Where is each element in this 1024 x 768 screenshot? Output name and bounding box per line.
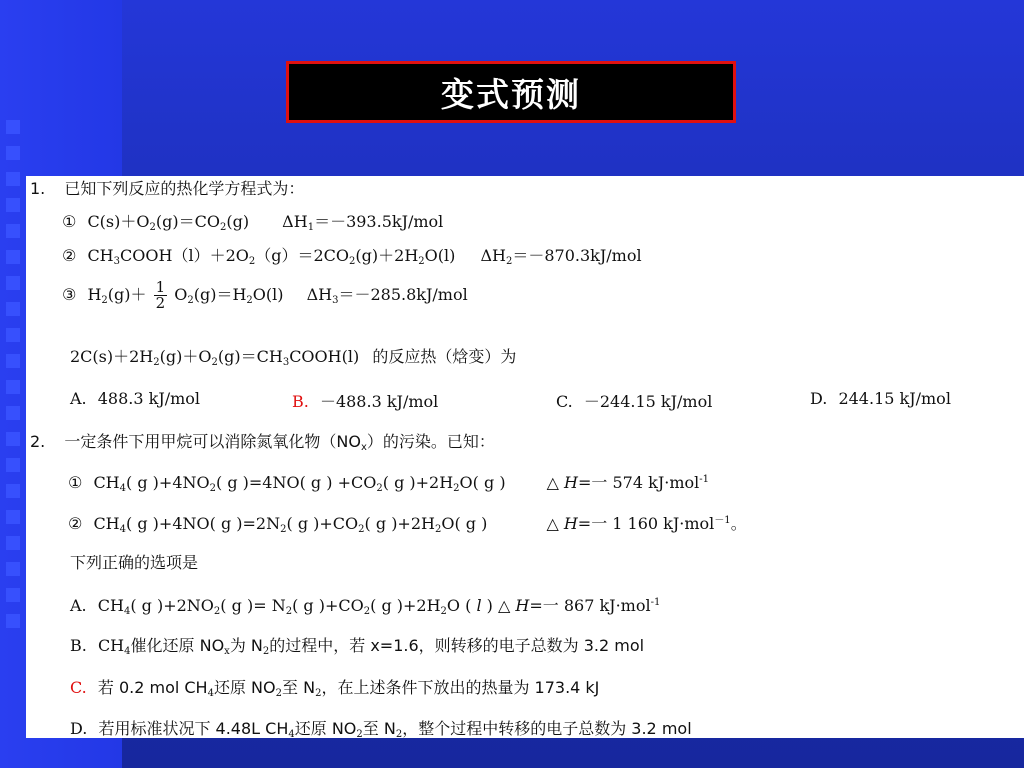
decor-square: [6, 614, 20, 628]
circled-2: ②: [68, 514, 83, 533]
enthalpy-h: H: [563, 514, 578, 533]
option-letter: C.: [556, 392, 573, 411]
option-letter: D.: [810, 389, 828, 408]
exponent: －1: [714, 515, 731, 526]
decor-square: [6, 562, 20, 576]
decor-square: [6, 458, 20, 472]
q1-option-c: [556, 389, 712, 412]
eq-part: (g)＋O: [159, 347, 212, 366]
decor-square: [6, 536, 20, 550]
delta-h-value: ＝－870.3kJ/mol: [512, 246, 642, 265]
option-letter: A.: [70, 389, 87, 408]
fraction-denominator: 2: [155, 294, 166, 312]
q2-option-d: D. 若用标准状况下 4.48L $CH_4$还原 $NO_2$至 $N_2$，整个过程中转移的电子总数为 3.2 mol: [70, 719, 692, 738]
eq-part: ( g )+2NO: [130, 596, 214, 615]
delta-h-value: ＝－393.5kJ/mol: [314, 212, 444, 231]
eq-part: ) △: [481, 596, 516, 615]
q2-stem-text: ）的污染。已知：: [366, 432, 495, 451]
eq-part: H: [87, 285, 102, 304]
q2-option-c: C. 若 0.2 mol $CH_4$还原 $NO_2$至 $N_2$，在上述条件下放出的热量为 173.4 kJ: [70, 678, 600, 699]
eq-part: CH: [97, 596, 124, 615]
decor-square: [6, 224, 20, 238]
delta-symbol: △: [546, 514, 564, 533]
eq-part: ( g )+CO: [286, 514, 359, 533]
q1-stem: [30, 176, 304, 199]
delta-h-value: =一 574 kJ·mol: [578, 473, 700, 492]
exponent: -1: [699, 474, 709, 485]
period: 。: [730, 514, 747, 533]
delta-h-sub: 1: [307, 222, 315, 233]
option-text: 至 N: [362, 719, 396, 738]
eq-part: （g）＝2CO: [255, 246, 350, 265]
option-text: 还原 NO: [294, 719, 357, 738]
eq-part: O( g ): [459, 473, 506, 492]
delta-h-value: =一 867 kJ·mol: [529, 596, 651, 615]
eq-part: CH: [93, 473, 120, 492]
q2-reaction-2: ② $CH_4$( g )+4NO( g )$=2N_2$( g )$+CO_2$( g )$+2H_2O$( g ) △ H=一 1 160 kJ·mol$^{-1}$。: [68, 514, 747, 535]
option-text: 还原 NO: [213, 678, 276, 697]
eq-part: ( g )=4NO( g ) +CO: [216, 473, 377, 492]
q2-stem: [30, 429, 495, 453]
q2-option-a: A. $CH_4$( g )$+2NO_2$( g )= $N_2$( g )$+CO_2$( g )$+2H_2O$ ( l ) △ H=一 867 kJ·mol$^{-1}$: [70, 596, 661, 617]
delta-symbol: △: [546, 473, 565, 492]
option-text: ，在上述条件下放出的热量为 173.4 kJ: [321, 678, 600, 697]
q2-option-b: B. $CH_4$催化还原 $NO_x$为 $N_2$的过程中，若 x=1.6，则转移的电子总数为 3.2 mol: [70, 636, 645, 657]
q1-reaction-1: ① $C(s)+O_2(g)=CO_2(g)$ $\Delta H_1=-393.5kJ$/mol: [62, 212, 444, 233]
delta-h-sub: 2: [506, 256, 513, 267]
decor-square: [6, 302, 20, 316]
q1-target-reaction: $2C(s)+2H_2(g)+O_2(g)=CH_3COOH(l)$ 的反应热（焓变）为: [70, 347, 517, 368]
decor-square: [6, 510, 20, 524]
q2-reaction-1: ① $CH_4$( g )$+4NO_2$( g )=4NO( g ) $+CO_2$( g )$+2H_2O$( g ) △ H=一 574 kJ·mol$^{-1}$: [68, 473, 709, 494]
decor-square: [6, 588, 20, 602]
decor-square: [6, 276, 20, 290]
slide-title: 变式预测: [441, 74, 581, 114]
question-panel: [26, 176, 1024, 738]
option-letter: A.: [70, 596, 87, 615]
delta-h-value: ＝－285.8kJ/mol: [338, 285, 468, 304]
eq-part: COOH(l): [289, 347, 360, 366]
option-letter: B.: [70, 636, 87, 655]
fraction-numerator: 1: [155, 278, 166, 296]
eq-part: O( g ): [441, 514, 488, 533]
eq-part: ( g )+4NO: [126, 473, 210, 492]
decor-square: [6, 328, 20, 342]
delta-h: ΔH: [306, 285, 333, 304]
decor-square: [6, 432, 20, 446]
eq-part: O(l): [252, 285, 284, 304]
option-text: ，整个过程中转移的电子总数为 3.2 mol: [402, 719, 692, 738]
decor-square: [6, 250, 20, 264]
eq-part: ( g )+2H: [364, 514, 435, 533]
circled-1: ①: [62, 212, 77, 231]
eq-part: ( g )= N: [220, 596, 286, 615]
option-text: 244.15 kJ/mol: [838, 389, 951, 408]
decor-square: [6, 120, 20, 134]
eq-part: (g): [226, 212, 250, 231]
option-text: 催化还原 NO: [130, 636, 225, 655]
q2-stem-sub: x: [360, 442, 367, 453]
slide-title-box: [286, 61, 736, 123]
delta-h-sub: 3: [332, 295, 339, 306]
eq-part: C(s)＋O: [87, 212, 150, 231]
eq-part: ( g )+2H: [370, 596, 441, 615]
circled-2: ②: [62, 246, 77, 265]
eq-part: (g)＝H: [193, 285, 247, 304]
eq-part: ( g )+2H: [382, 473, 454, 492]
eq-part: CH: [87, 246, 114, 265]
decor-square: [6, 406, 20, 420]
option-text: 若用标准状况下 4.48L CH: [98, 719, 289, 738]
eq-part: O (: [446, 596, 477, 615]
option-letter-answer: C.: [70, 678, 87, 697]
option-text: －244.15 kJ/mol: [583, 392, 713, 411]
eq-part: (g)＝CH: [217, 347, 283, 366]
delta-h-value: =一 1 160 kJ·mol: [577, 514, 715, 533]
option-text: －488.3 kJ/mol: [319, 392, 439, 411]
enthalpy-h: H: [515, 596, 530, 615]
decor-square: [6, 146, 20, 160]
eq-part: COOH（l）＋2O: [120, 246, 249, 265]
decor-square: [6, 484, 20, 498]
eq-part: CH: [93, 514, 120, 533]
eq-part: ( g )+4NO( g )=2N: [126, 514, 281, 533]
eq-part: (g)＋2H: [355, 246, 419, 265]
delta-h: ΔH: [480, 246, 506, 265]
eq-part: CH: [97, 636, 125, 655]
circled-3: ③: [62, 285, 77, 304]
decor-square: [6, 380, 20, 394]
option-text: 的过程中，若 x=1.6，则转移的电子总数为 3.2 mol: [269, 636, 645, 655]
eq-part: (g)＋: [107, 285, 147, 304]
q2-prompt: 下列正确的选项是: [70, 553, 199, 572]
eq-part: O(l): [424, 246, 456, 265]
fraction-one-half: [154, 280, 168, 311]
option-letter-answer: B.: [292, 392, 309, 411]
eq-part: ( g )+CO: [292, 596, 364, 615]
eq-part: 2C(s)＋2H: [70, 347, 154, 366]
decor-square: [6, 198, 20, 212]
q1-reaction-3: ③ $H_2(g)+$ $\frac{1}{2}$ $O_2(g)=H_2O(l)$ $\Delta H_3=-285.8kJ$/mol: [62, 278, 468, 312]
eq-part: (g)＝CO: [155, 212, 220, 231]
decor-square: [6, 172, 20, 186]
q1-option-b: [292, 389, 438, 412]
decor-square: [6, 354, 20, 368]
q1-number: 1.: [30, 179, 46, 198]
circled-1: ①: [68, 473, 83, 492]
target-question-text: 的反应热（焓变）为: [372, 347, 517, 366]
eq-part: l: [476, 596, 482, 615]
delta-h: ΔH: [282, 212, 308, 231]
q1-reaction-2: ② $CH_3COOH(l)+2O_2(g)=2CO_2(g)+2H_2O(l)$ $\Delta H_2=-870.3kJ$/mol: [62, 246, 642, 267]
option-text: 若 0.2 mol CH: [97, 678, 208, 697]
option-letter: D.: [70, 719, 88, 738]
exponent: -1: [650, 597, 661, 608]
q1-stem-text: 已知下列反应的热化学方程式为：: [64, 179, 305, 198]
eq-part: O: [174, 285, 188, 304]
option-text: 为 N: [229, 636, 263, 655]
q1-option-a: [70, 389, 200, 408]
q1-option-d: [810, 389, 951, 408]
q2-number: 2.: [30, 432, 46, 451]
option-text: 至 N: [282, 678, 316, 697]
q2-stem-text: 一定条件下用甲烷可以消除氮氧化物（NO: [64, 432, 361, 451]
option-text: 488.3 kJ/mol: [97, 389, 201, 408]
enthalpy-h: H: [564, 473, 578, 492]
